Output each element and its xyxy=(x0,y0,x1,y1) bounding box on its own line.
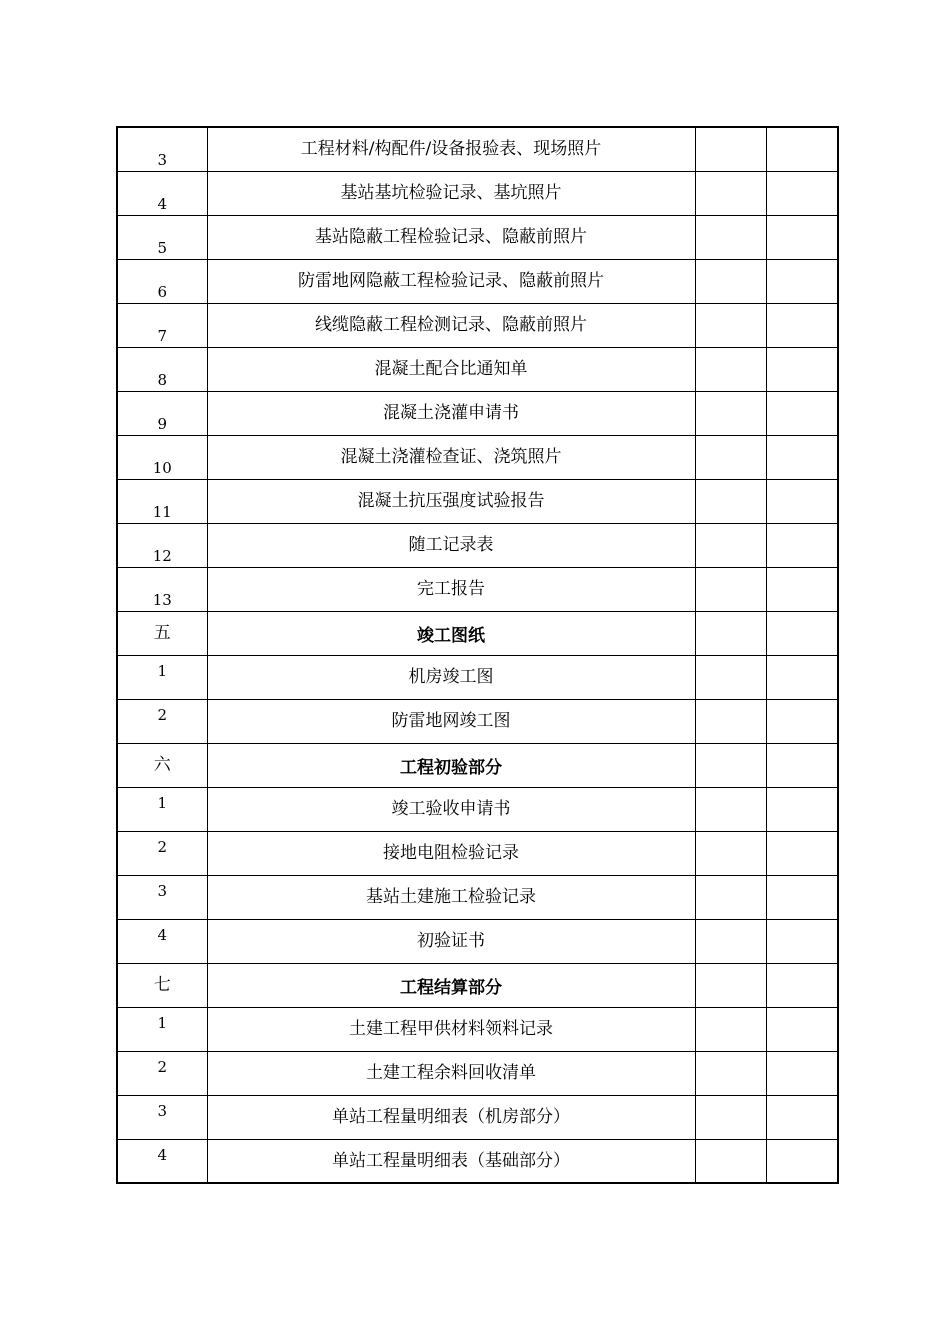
blank-cell-a xyxy=(695,1139,766,1183)
row-number: 1 xyxy=(117,1007,207,1051)
blank-cell-b xyxy=(766,963,838,1007)
table-row xyxy=(117,435,838,479)
blank-cell-a xyxy=(695,831,766,875)
blank-cell-b xyxy=(766,919,838,963)
table-row xyxy=(117,171,838,215)
document-table xyxy=(116,126,839,1184)
row-number: 6 xyxy=(117,259,207,303)
section-row xyxy=(117,743,838,787)
table-row xyxy=(117,919,838,963)
item-name: 混凝土抗压强度试验报告 xyxy=(207,479,695,523)
table-row xyxy=(117,655,838,699)
item-name: 混凝土浇灌申请书 xyxy=(207,391,695,435)
blank-cell-a xyxy=(695,391,766,435)
item-name: 单站工程量明细表（机房部分） xyxy=(207,1095,695,1139)
blank-cell-a xyxy=(695,919,766,963)
table-body xyxy=(117,127,838,1183)
table-row xyxy=(117,347,838,391)
section-title: 工程结算部分 xyxy=(207,963,695,1007)
blank-cell-b xyxy=(766,1139,838,1183)
table-row xyxy=(117,831,838,875)
row-number: 六 xyxy=(117,743,207,787)
blank-cell-b xyxy=(766,1007,838,1051)
blank-cell-a xyxy=(695,435,766,479)
item-name: 基站基坑检验记录、基坑照片 xyxy=(207,171,695,215)
section-title: 工程初验部分 xyxy=(207,743,695,787)
row-number: 2 xyxy=(117,831,207,875)
blank-cell-b xyxy=(766,743,838,787)
table-row xyxy=(117,1095,838,1139)
item-name: 机房竣工图 xyxy=(207,655,695,699)
row-number: 3 xyxy=(117,875,207,919)
row-number: 5 xyxy=(117,215,207,259)
blank-cell-a xyxy=(695,875,766,919)
blank-cell-a xyxy=(695,127,766,171)
item-name: 初验证书 xyxy=(207,919,695,963)
blank-cell-b xyxy=(766,171,838,215)
row-number: 五 xyxy=(117,611,207,655)
table-row xyxy=(117,259,838,303)
blank-cell-b xyxy=(766,655,838,699)
blank-cell-b xyxy=(766,787,838,831)
row-number: 1 xyxy=(117,655,207,699)
table-row xyxy=(117,875,838,919)
row-number: 11 xyxy=(117,479,207,523)
blank-cell-a xyxy=(695,171,766,215)
row-number: 3 xyxy=(117,1095,207,1139)
item-name: 混凝土浇灌检查证、浇筑照片 xyxy=(207,435,695,479)
blank-cell-b xyxy=(766,1051,838,1095)
blank-cell-b xyxy=(766,611,838,655)
blank-cell-a xyxy=(695,347,766,391)
row-number: 12 xyxy=(117,523,207,567)
table-row xyxy=(117,523,838,567)
section-title: 竣工图纸 xyxy=(207,611,695,655)
item-name: 土建工程甲供材料领料记录 xyxy=(207,1007,695,1051)
row-number: 9 xyxy=(117,391,207,435)
row-number: 13 xyxy=(117,567,207,611)
section-row xyxy=(117,611,838,655)
blank-cell-b xyxy=(766,259,838,303)
item-name: 土建工程余料回收清单 xyxy=(207,1051,695,1095)
blank-cell-b xyxy=(766,479,838,523)
item-name: 防雷地网竣工图 xyxy=(207,699,695,743)
blank-cell-a xyxy=(695,655,766,699)
table-row xyxy=(117,787,838,831)
blank-cell-b xyxy=(766,1095,838,1139)
blank-cell-b xyxy=(766,831,838,875)
table-row xyxy=(117,1051,838,1095)
blank-cell-a xyxy=(695,1007,766,1051)
blank-cell-a xyxy=(695,523,766,567)
row-number: 4 xyxy=(117,919,207,963)
blank-cell-a xyxy=(695,303,766,347)
blank-cell-a xyxy=(695,567,766,611)
blank-cell-a xyxy=(695,215,766,259)
table-row xyxy=(117,479,838,523)
blank-cell-b xyxy=(766,391,838,435)
row-number: 7 xyxy=(117,303,207,347)
item-name: 基站隐蔽工程检验记录、隐蔽前照片 xyxy=(207,215,695,259)
table-row xyxy=(117,303,838,347)
table-row xyxy=(117,1139,838,1183)
blank-cell-b xyxy=(766,127,838,171)
blank-cell-a xyxy=(695,699,766,743)
item-name: 防雷地网隐蔽工程检验记录、隐蔽前照片 xyxy=(207,259,695,303)
blank-cell-a xyxy=(695,787,766,831)
table-row xyxy=(117,391,838,435)
row-number: 1 xyxy=(117,787,207,831)
blank-cell-b xyxy=(766,523,838,567)
row-number: 10 xyxy=(117,435,207,479)
table-row xyxy=(117,567,838,611)
blank-cell-a xyxy=(695,1051,766,1095)
item-name: 完工报告 xyxy=(207,567,695,611)
blank-cell-a xyxy=(695,963,766,1007)
blank-cell-a xyxy=(695,1095,766,1139)
row-number: 七 xyxy=(117,963,207,1007)
blank-cell-b xyxy=(766,347,838,391)
blank-cell-b xyxy=(766,303,838,347)
item-name: 线缆隐蔽工程检测记录、隐蔽前照片 xyxy=(207,303,695,347)
blank-cell-b xyxy=(766,435,838,479)
blank-cell-a xyxy=(695,743,766,787)
row-number: 4 xyxy=(117,171,207,215)
table-row xyxy=(117,127,838,171)
blank-cell-a xyxy=(695,259,766,303)
item-name: 随工记录表 xyxy=(207,523,695,567)
row-number: 2 xyxy=(117,699,207,743)
item-name: 混凝土配合比通知单 xyxy=(207,347,695,391)
blank-cell-b xyxy=(766,215,838,259)
table-row xyxy=(117,215,838,259)
row-number: 4 xyxy=(117,1139,207,1183)
section-row xyxy=(117,963,838,1007)
table-row xyxy=(117,699,838,743)
table-row xyxy=(117,1007,838,1051)
row-number: 2 xyxy=(117,1051,207,1095)
row-number: 3 xyxy=(117,127,207,171)
blank-cell-a xyxy=(695,611,766,655)
item-name: 基站土建施工检验记录 xyxy=(207,875,695,919)
row-number: 8 xyxy=(117,347,207,391)
blank-cell-b xyxy=(766,699,838,743)
blank-cell-b xyxy=(766,875,838,919)
blank-cell-a xyxy=(695,479,766,523)
item-name: 竣工验收申请书 xyxy=(207,787,695,831)
blank-cell-b xyxy=(766,567,838,611)
item-name: 单站工程量明细表（基础部分） xyxy=(207,1139,695,1183)
item-name: 接地电阻检验记录 xyxy=(207,831,695,875)
item-name: 工程材料/构配件/设备报验表、现场照片 xyxy=(207,127,695,171)
